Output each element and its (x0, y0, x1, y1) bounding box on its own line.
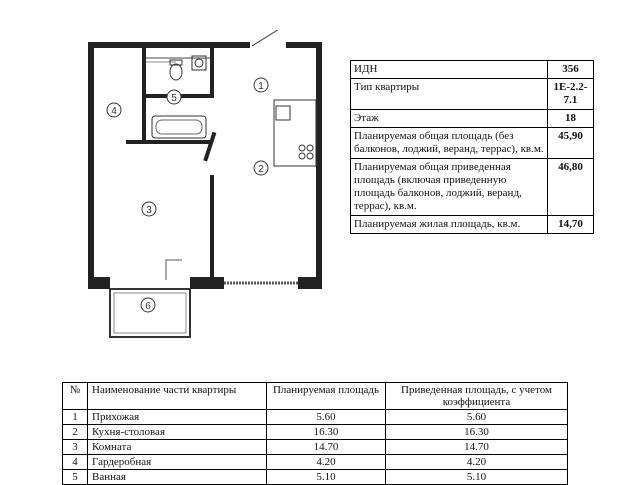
row-number: 4 (63, 455, 88, 470)
info-row (351, 216, 594, 234)
info-value: 18 (548, 110, 594, 128)
room-label-2: 2 (258, 164, 264, 175)
room-area: 5.10 (267, 470, 386, 485)
room-name: Комната (88, 440, 267, 455)
row-number: 5 (63, 470, 88, 485)
info-value: 14,70 (548, 216, 594, 234)
info-value: 46,80 (548, 159, 594, 216)
info-label: Тип квартиры (351, 79, 548, 110)
info-value: 356 (548, 61, 594, 79)
header-room-name: Наименование части квартиры (88, 383, 267, 410)
room-reduced-area: 4.20 (386, 455, 568, 470)
row-number: 1 (63, 410, 88, 425)
table-row (63, 440, 568, 455)
info-row (351, 61, 594, 79)
row-number: 2 (63, 425, 88, 440)
room-reduced-area: 5.10 (386, 470, 568, 485)
room-name: Прихожая (88, 410, 267, 425)
info-value: 1E-2.2-7.1 (548, 79, 594, 110)
wall-left (88, 42, 94, 280)
header-area: Планируемая площадь (267, 383, 386, 410)
wall-right (316, 42, 322, 280)
table-row (63, 425, 568, 440)
room-label-3: 3 (146, 205, 152, 216)
room-area: 16.30 (267, 425, 386, 440)
room-name: Гардеробная (88, 455, 267, 470)
room-area: 4.20 (267, 455, 386, 470)
info-row (351, 79, 594, 110)
row-number: 3 (63, 440, 88, 455)
room-area: 14.70 (267, 440, 386, 455)
info-row (351, 110, 594, 128)
rooms-header-row (63, 383, 568, 410)
info-label: Планируемая общая приведенная площадь (включая приведенную площадь балконов, лоджий, веранд, террас), кв.м. (351, 159, 548, 216)
floor-plan (80, 30, 340, 350)
apartment-info-table (350, 60, 594, 234)
table-row (63, 470, 568, 485)
info-value: 45,90 (548, 128, 594, 159)
info-row (351, 128, 594, 159)
room-reduced-area: 16.30 (386, 425, 568, 440)
info-label: Планируемая жилая площадь, кв.м. (351, 216, 548, 234)
wall-bottom-mid (190, 277, 224, 289)
rooms-table (62, 382, 568, 485)
table-row (63, 455, 568, 470)
room-reduced-area: 5.60 (386, 410, 568, 425)
header-number: № (63, 383, 88, 410)
room-label-1: 1 (258, 81, 264, 92)
room-area: 5.60 (267, 410, 386, 425)
room-label-6: 6 (145, 301, 151, 312)
info-label: Этаж (351, 110, 548, 128)
info-row (351, 159, 594, 216)
room-name: Ванная (88, 470, 267, 485)
table-row (63, 410, 568, 425)
wall-bottom-right (298, 277, 322, 289)
room-name: Кухня-столовая (88, 425, 267, 440)
room-reduced-area: 14.70 (386, 440, 568, 455)
info-label: Планируемая общая площадь (без балконов, лоджий, веранд, террас), кв.м. (351, 128, 548, 159)
info-label: ИДН (351, 61, 548, 79)
wall-bottom-left (88, 277, 110, 289)
wall-top (88, 42, 322, 48)
room-label-5: 5 (171, 93, 177, 104)
room-label-4: 4 (111, 106, 117, 117)
header-reduced-area: Приведенная площадь, с учетом коэффициента (386, 383, 568, 410)
